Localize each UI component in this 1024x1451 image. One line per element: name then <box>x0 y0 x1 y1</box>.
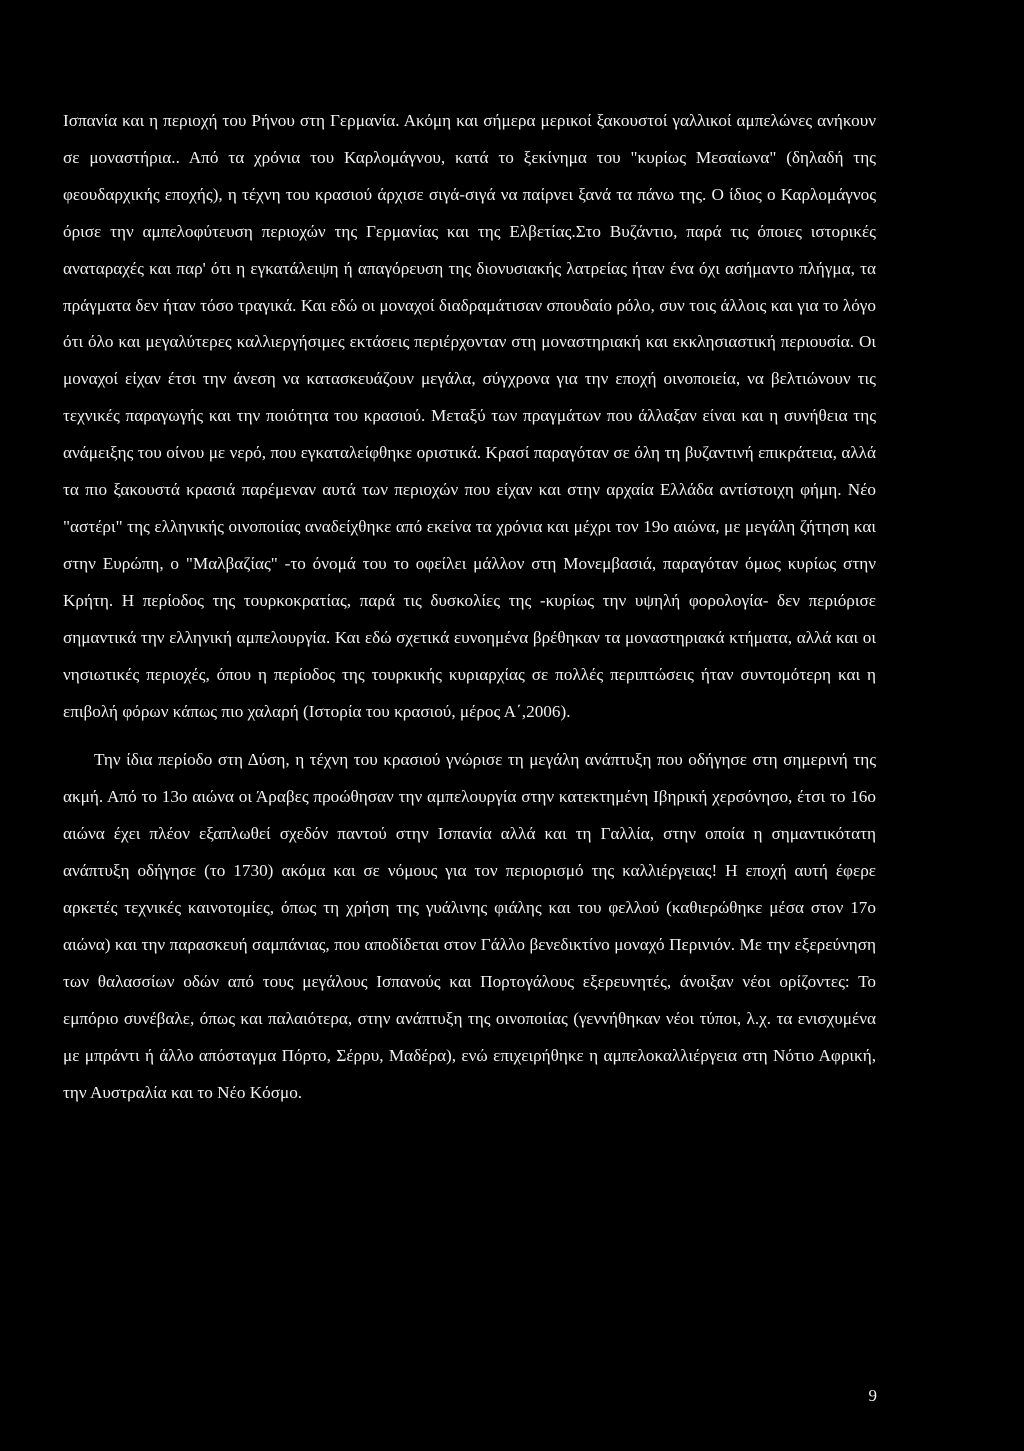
page-number: 9 <box>868 1386 877 1405</box>
document-page <box>63 103 876 1111</box>
paragraph-2: Την ίδια περίοδο στη Δύση, η τέχνη του κρασιού γνώρισε τη μεγάλη ανάπτυξη που οδήγησε στη σημερινή της ακμή. Από το 13ο αιώνα οι Άραβες προώθησαν την αμπελουργία στην κατεκτημένη Ιβηρική χερσόνησο, έτσι το 16ο αιώνα έχει πλέον εξαπλωθεί σχεδόν παντού στην Ισπανία αλλά και τη Γαλλία, στην οποία η σημαντικότατη ανάπτυξη οδήγησε (το 1730) ακόμα και σε νόμους για τον περιορισμό της καλλιέργειας! Η εποχή αυτή έφερε αρκετές τεχνικές καινοτομίες, όπως τη χρήση της γυάλινης φιάλης και του φελλού (καθιερώθηκε μέσα στον 17ο αιώνα) και την παρασκευή σαμπάνιας, που αποδίδεται στον Γάλλο βενεδικτίνο μοναχό Περινιόν. Με την εξερεύνηση των θαλασσίων οδών από τους μεγάλους Ισπανούς και Πορτογάλους εξερευνητές, άνοιξαν νέοι ορίζοντες: Το εμπόριο συνέβαλε, όπως και παλαιότερα, στην ανάπτυξη της οινοποιίας (γεννήθηκαν νέοι τύποι, λ.χ. τα ενισχυμένα με μπράντι ή άλλο απόσταγμα Πόρτο, Σέρρυ, Μαδέρα), ενώ επιχειρήθηκε η αμπελοκαλλιέργεια στη Νότιο Αφρική, την Αυστραλία και το Νέο Κόσμο. <box>63 750 876 1102</box>
paragraph-1: Ισπανία και η περιοχή του Ρήνου στη Γερμανία. Ακόμη και σήμερα μερικοί ξακουστοί γαλλικοί αμπελώνες ανήκουν σε μοναστήρια.. Από τα χρόνια του Καρλομάγνου, κατά το ξεκίνημα του "κυρίως Μεσαίωνα" (δηλαδή της φεουδαρχικής εποχής), η τέχνη του κρασιού άρχισε σιγά-σιγά να παίρνει ξανά τα πάνω της. Ο ίδιος ο Καρλομάγνος όρισε την αμπελοφύτευση περιοχών της Γερμανίας και της Ελβετίας.Στο Βυζάντιο, παρά τις όποιες ιστορικές αναταραχές και παρ' ότι η εγκατάλειψη ή απαγόρευση της διονυσιακής λατρείας ήταν ένα όχι ασήμαντο πλήγμα, τα πράγματα δεν ήταν τόσο τραγικά. Και εδώ οι μοναχοί διαδραμάτισαν σπουδαίο ρόλο, συν τοις άλλοις και για το λόγο ότι όλο και μεγαλύτερες καλλιεργήσιμες εκτάσεις περιέρχονταν στη μοναστηριακή και εκκλησιαστική περιουσία. Οι μοναχοί είχαν έτσι την άνεση να κατασκευάζουν μεγάλα, σύγχρονα για την εποχή οινοποιεία, να βελτιώνουν τις τεχνικές παραγωγής και την ποιότητα του κρασιού. Μεταξύ των πραγμάτων που άλλαξαν είναι και η συνήθεια της ανάμειξης του οίνου με νερό, που εγκαταλείφθηκε οριστικά. Κρασί παραγόταν σε όλη τη βυζαντινή επικράτεια, αλλά τα πιο ξακουστά κρασιά παρέμεναν αυτά των περιοχών που είχαν και στην αρχαία Ελλάδα αντίστοιχη φήμη. Νέο "αστέρι" της ελληνικής οινοποιίας αναδείχθηκε από εκείνα τα χρόνια και μέχρι τον 19ο αιώνα, με μεγάλη ζήτηση και στην Ευρώπη, ο "Μαλβαζίας" -το όνομά του το οφείλει μάλλον στη Μονεμβασιά, παραγόταν όμως κυρίως στην Κρήτη. Η περίοδος της τουρκοκρατίας, παρά τις δυσκολίες της -κυρίως την υψηλή φορολογία- δεν περιόρισε σημαντικά την ελληνική αμπελουργία. Και εδώ σχετικά ευνοημένα βρέθηκαν τα μοναστηριακά κτήματα, αλλά και οι νησιωτικές περιοχές, όπου η περίοδος της τουρκικής κυριαρχίας σε πολλές περιπτώσεις ήταν συντομότερη και η επιβολή φόρων κάπως πιο χαλαρή (Ιστορία του κρασιού, μέρος Α΄,2006). <box>63 111 876 721</box>
